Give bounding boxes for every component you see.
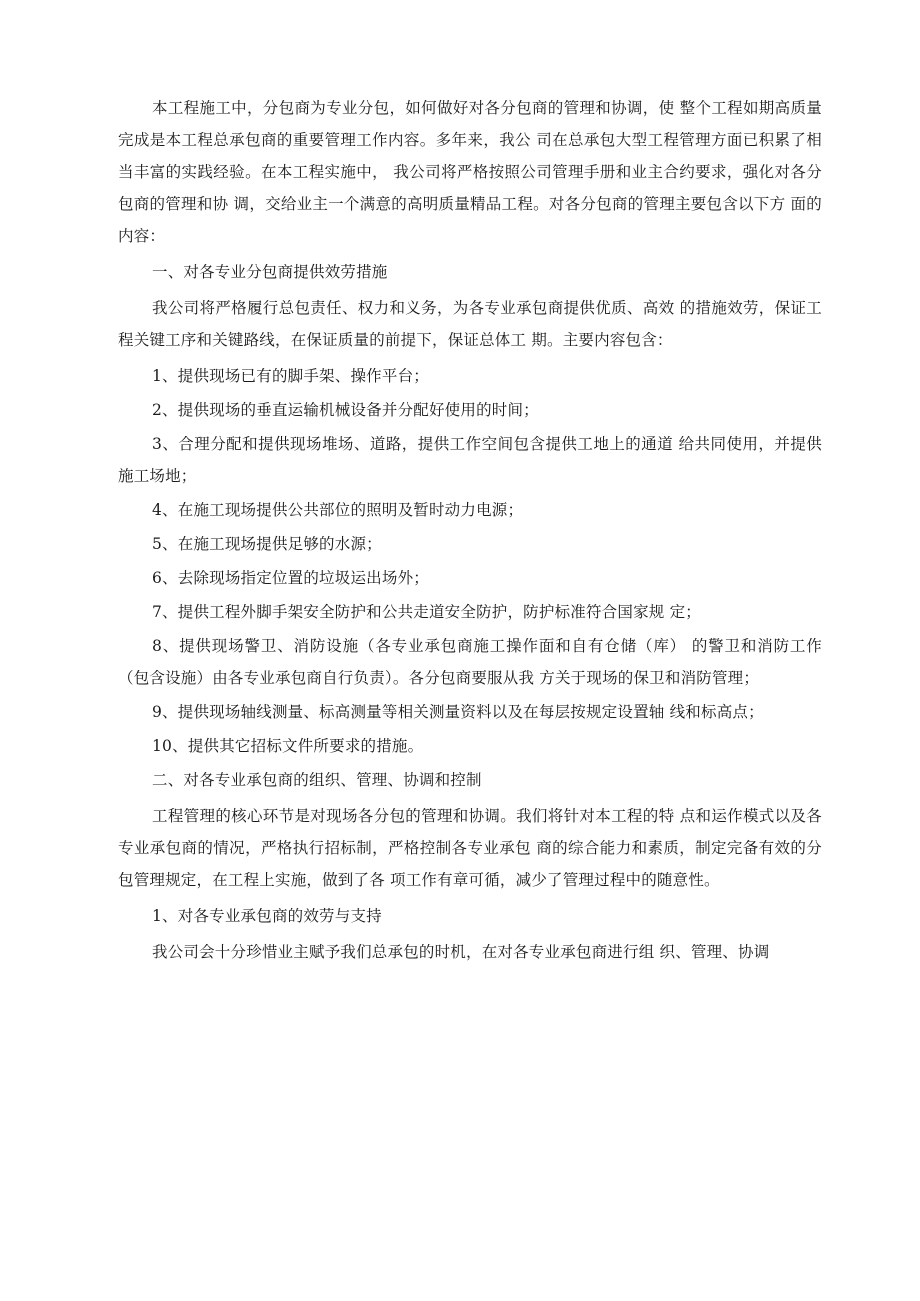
document-body xyxy=(118,92,822,972)
list-item-9: 9、提供现场轴线测量、标高测量等相关测量资料以及在每层按规定设置轴 线和标高点； xyxy=(152,703,764,721)
section-heading-2: 二、对各专业承包商的组织、管理、协调和控制 xyxy=(152,771,482,789)
subsection-1-paragraph: 我公司会十分珍惜业主赋予我们总承包的时机，在对各专业承包商进行组 织、管理、协调 xyxy=(152,943,770,961)
list-item-2: 2、提供现场的垂直运输机械设备并分配好使用的时间； xyxy=(152,401,539,419)
subsection-heading-1: 1、对各专业承包商的效劳与支持 xyxy=(152,907,382,925)
list-item-4: 4、在施工现场提供公共部位的照明及暂时动力电源； xyxy=(152,501,524,519)
list-item-7: 7、提供工程外脚手架安全防护和公共走道安全防护，防护标准符合国家规 定； xyxy=(152,603,701,621)
list-item-8: 8、提供现场警卫、消防设施（各专业承包商施工操作面和自有仓储（库） 的警卫和消防工作（包含设施）由各专业承包商自行负责）。各分包商要服从我 方关于现场的保卫和消防管理； xyxy=(118,637,822,687)
section-2-paragraph: 工程管理的核心环节是对现场各分包的管理和协调。我们将针对本工程的特 点和运作模式以及各专业承包商的情况，严格执行招标制，严格控制各专业承包 商的综合能力和素质，制定完备有效的分包管理规定，在工程上实施，做到了各 项工作有章可循，减少了管理过程中的随意性。 xyxy=(118,807,822,889)
list-item-1: 1、提供现场已有的脚手架、操作平台； xyxy=(152,367,429,385)
list-item-5: 5、在施工现场提供足够的水源； xyxy=(152,535,382,553)
section-heading-1: 一、对各专业分包商提供效劳措施 xyxy=(152,263,388,281)
section-1-paragraph: 我公司将严格履行总包责任、权力和义务，为各专业承包商提供优质、高效 的措施效劳，保证工程关键工序和关键路线，在保证质量的前提下，保证总体工 期。主要内容包含： xyxy=(118,299,822,349)
list-item-3: 3、合理分配和提供现场堆场、道路，提供工作空间包含提供工地上的通道 给共同使用，并提供施工场地； xyxy=(118,435,822,485)
list-item-6: 6、去除现场指定位置的垃圾运出场外； xyxy=(152,569,429,587)
list-item-10: 10、提供其它招标文件所要求的措施。 xyxy=(152,737,424,755)
intro-paragraph: 本工程施工中，分包商为专业分包，如何做好对各分包商的管理和协调，使 整个工程如期高质量完成是本工程总承包商的重要管理工作内容。多年来，我公 司在总承包大型工程管理方面已积累了相当丰富的实践经验。在本工程实施中， 我公司将严格按照公司管理手册和业主合约要求，强化对各分包商的管理和协 调，交给业主一个满意的高明质量精品工程。对各分包商的管理主要包含以下方 面的内容： xyxy=(118,99,822,245)
